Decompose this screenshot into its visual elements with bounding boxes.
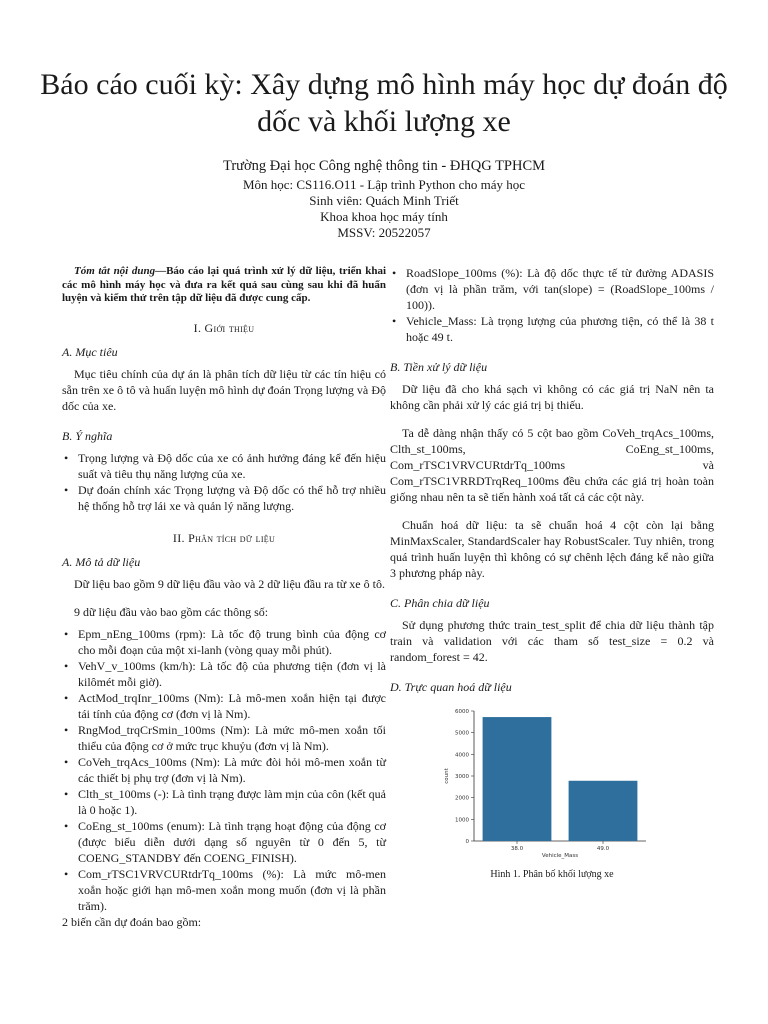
list-item: • Trọng lượng và Độ dốc của xe có ảnh hưởng đáng kể đến hiệu suất và tiêu thụ năng lượng của xe.	[64, 450, 386, 481]
student-id: MSSV: 20522057	[337, 225, 431, 240]
x-axis-label: Vehicle_Mass	[541, 853, 579, 859]
list-item: • RngMod_trqCrSmin_100ms (Nm): Là mức mô-men xoắn tối thiểu của động cơ ở mức trục khuỷu (đơn vị là Nm).	[64, 722, 386, 753]
x-tick-label: 49.0	[596, 846, 610, 852]
section-1-heading: I. Giới thiệu	[193, 320, 255, 335]
subsection-2b-title: B. Tiền xử lý dữ liệu	[390, 360, 488, 374]
school-name: Trường Đại học Công nghệ thông tin - ĐHQG TPHCM	[222, 158, 546, 174]
list-item: • RoadSlope_100ms (%): Là độ dốc thực tế từ đường ADASIS (đơn vị là phần trăm, với tan(slope) = (RoadSlope_100ms / 100)).	[392, 266, 714, 312]
student-name: Sinh viên: Quách Minh Triết	[309, 193, 459, 208]
list-item: • VehV_v_100ms (km/h): Là tốc độ của phương tiện (đơn vị là kilômét mỗi giờ).	[64, 658, 386, 689]
subsection-1b-title: B. Ý nghĩa	[62, 428, 113, 443]
faculty-name: Khoa khoa học máy tính	[320, 209, 448, 224]
y-tick-label: 3000	[455, 774, 469, 780]
subsection-2c-text: Sử dụng phương thức train_test_split để chia dữ liệu thành tập train và validation với các tham số test_size = 0.2 và random_forest = 42.	[390, 618, 714, 664]
list-item: • Vehicle_Mass: Là trọng lượng của phương tiện, có thể là 38 t hoặc 49 t.	[392, 314, 714, 344]
abstract-lead: Tóm tắt nội dung	[74, 265, 156, 277]
course-name: Môn học: CS116.O11 - Lập trình Python cho máy học	[242, 177, 526, 192]
subsection-2d-title: D. Trực quan hoá dữ liệu	[390, 680, 512, 694]
right-column	[390, 265, 714, 883]
inputs-list	[62, 626, 386, 914]
significance-list	[62, 450, 386, 514]
paper-title: Báo cáo cuối kỳ: Xây dựng mô hình máy học dự đoán độ dốc và khối lượng xe	[40, 68, 728, 138]
y-tick-label: 0	[465, 839, 469, 845]
subsection-2c-title: C. Phân chia dữ liệu	[390, 596, 490, 610]
abstract-text: —Báo cáo lại quá trình xử lý dữ liệu, triển khai các mô hình máy học và đưa ra kết quả sau cùng sau khi đã huấn luyện và kiểm thử trên tập dữ liệu đã được cung cấp.	[62, 265, 387, 305]
inputs-intro: 9 dữ liệu đầu vào bao gồm các thông số:	[74, 604, 269, 619]
list-item: • Com_rTSC1VRVCURtdrTq_100ms (%): Là mức mô-men xoắn hoặc giới hạn mô-men xoắn mong muốn (đơn vị là phần trăm).	[64, 866, 386, 913]
y-tick-label: 4000	[455, 752, 469, 759]
subsection-2a-title: A. Mô tả dữ liệu	[62, 554, 141, 569]
y-tick-label: 5000	[455, 730, 469, 737]
subsection-2b-text-3: Chuẩn hoá dữ liệu: ta sẽ chuẩn hoá 4 cột còn lại bằng MinMaxScaler, StandardScaler hay RobustScaler. Tuy nhiên, trong quá trình huấn luyện thì không có sự chênh lệch đáng kể nào giữa 3 phương pháp này.	[390, 518, 714, 580]
subsection-2b-text-1: Dữ liệu đã cho khá sạch vì không có các giá trị NaN nên ta không cần phải xử lý các giá trị bị thiếu.	[390, 382, 714, 412]
list-item: • Dự đoán chính xác Trọng lượng và Độ dốc có thể hỗ trợ nhiều hệ thống hỗ trợ lái xe và quản lý năng lượng.	[64, 482, 386, 513]
left-column	[62, 265, 386, 930]
list-item: • ActMod_trqInr_100ms (Nm): Là mô-men xoắn hiện tại được tái tính của động cơ (đơn vị là Nm).	[64, 690, 386, 721]
y-axis-label: count	[444, 768, 450, 784]
outputs-intro: 2 biến cần dự đoán bao gồm:	[62, 914, 202, 929]
x-tick-label: 38.0	[510, 846, 524, 852]
bar	[569, 781, 638, 841]
subsection-2b-text-2: Ta dễ dàng nhận thấy có 5 cột bao gồm CoVeh_trqAcs_100ms, Clth_st_100ms, CoEng_st_100ms, Com_rTSC1VRVCURtdrTq_100ms và Com_rTSC1VRRDTrqReq_100ms đều chứa các giá trị hoàn toàn giống nhau nên ta sẽ tiến hành xoá tất cả các cột này.	[390, 426, 714, 504]
subsection-2a-text: Dữ liệu bao gồm 9 dữ liệu đầu vào và 2 dữ liệu đầu ra từ xe ô tô.	[74, 576, 385, 591]
bar	[483, 717, 552, 841]
section-2-heading: II. Phân tích dữ liệu	[172, 530, 276, 545]
subsection-1a-text: Mục tiêu chính của dự án là phân tích dữ liệu từ các tín hiệu có sẵn trên xe ô tô và huấn luyện mô hình dự đoán Trọng lượng và Độ dốc của xe.	[62, 366, 386, 413]
outputs-list	[390, 265, 714, 345]
list-item: • Clth_st_100ms (-): Là tình trạng được làm mịn của côn (kết quả là 0 hoặc 1).	[64, 786, 386, 817]
y-tick-label: 2000	[455, 795, 469, 802]
list-item: • Epm_nEng_100ms (rpm): Là tốc độ trung bình của động cơ cho mỗi đoạn của một xi-lanh (vòng quay mỗi phút).	[64, 626, 386, 657]
subsection-1a-title: A. Mục tiêu	[62, 344, 118, 359]
abstract	[62, 265, 386, 306]
bar-chart-svg	[390, 705, 714, 865]
y-tick-label: 6000	[455, 709, 469, 715]
figure-caption: Hình 1. Phân bố khối lượng xe	[490, 869, 614, 880]
y-tick-label: 1000	[455, 817, 469, 824]
list-item: • CoVeh_trqAcs_100ms (Nm): Là mức đòi hỏi mô-men xoắn từ các thiết bị phụ trợ (đơn vị là Nm).	[64, 754, 386, 785]
vehicle-mass-chart	[390, 705, 714, 865]
affiliation-block	[40, 158, 728, 241]
list-item: • CoEng_st_100ms (enum): Là tình trạng hoạt động của động cơ (được biểu diễn dưới dạng số nguyên từ 0 đến 5, từ COENG_STANDBY đến COENG_FINISH).	[64, 818, 386, 865]
